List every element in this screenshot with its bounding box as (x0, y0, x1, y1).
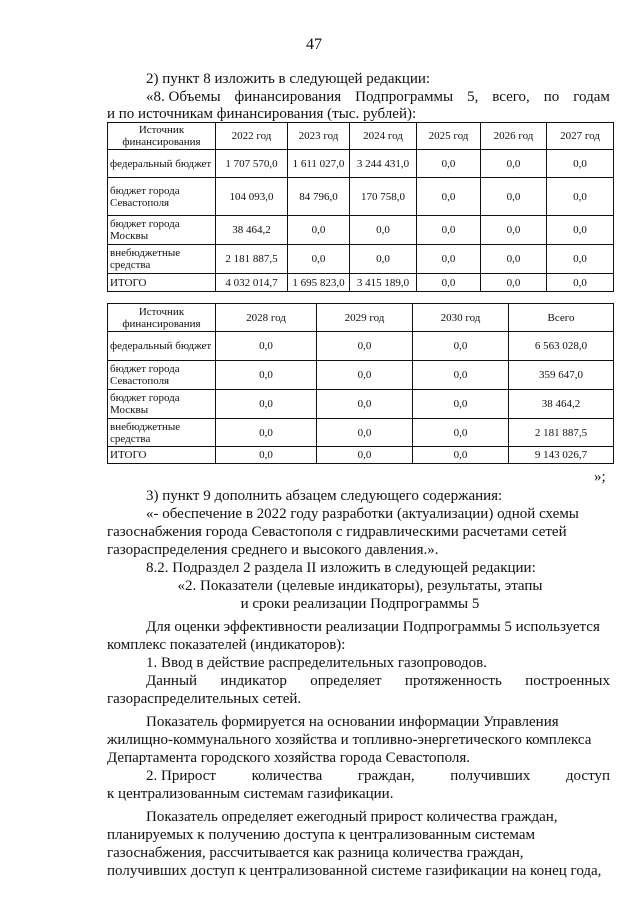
row-label: внебюджетные средства (108, 419, 216, 447)
word: 5, (467, 89, 479, 105)
table-cell: 0,0 (317, 332, 413, 361)
indicator2-description-line3: газоснабжения, рассчитывается как разница количества граждан, (107, 845, 524, 861)
row-label: ИТОГО (108, 274, 216, 292)
table-cell: 2 181 887,5 (509, 419, 614, 447)
table-cell: 0,0 (350, 245, 417, 274)
table-cell: 0,0 (317, 419, 413, 447)
table-row (108, 361, 614, 390)
column-header: 2023 год (288, 123, 350, 150)
word: Подпрограммы (355, 89, 454, 105)
item8-intro: 2) пункт 8 изложить в следующей редакции: (146, 71, 431, 87)
column-header: Источник финансирования (108, 123, 216, 150)
word: граждан, (357, 768, 415, 784)
table-cell: 0,0 (417, 178, 481, 216)
table-cell: 38 464,2 (509, 390, 614, 419)
table-cell: 0,0 (317, 390, 413, 419)
table-cell: 4 032 014,7 (216, 274, 288, 292)
table-row (108, 216, 614, 245)
indicator1-source-line3: Департамента городского хозяйства города Севастополя. (107, 750, 471, 766)
column-header: Источник финансирования (108, 304, 216, 332)
table-cell: 359 647,0 (509, 361, 614, 390)
table-cell: 104 093,0 (216, 178, 288, 216)
financing-table-2022-2027 (107, 122, 614, 292)
indicator1-source-line2: жилищно-коммунального хозяйства и топливно-энергетического комплекса (107, 732, 592, 748)
table-header-row (108, 304, 614, 332)
item9-intro: 3) пункт 9 дополнить абзацем следующего содержания: (146, 488, 503, 504)
column-header: 2024 год (350, 123, 417, 150)
column-header: 2025 год (417, 123, 481, 150)
word: по (543, 89, 560, 105)
table-cell: 0,0 (547, 178, 614, 216)
word: «8. Объемы (146, 89, 221, 105)
row-label: бюджет города Севастополя (108, 178, 216, 216)
para1-line1: Для оценки эффективности реализации Подпрограммы 5 используется (146, 619, 600, 635)
item9-paragraph-line2: газоснабжения города Севастополя с гидравлическими расчетами сетей (107, 524, 567, 540)
table-cell: 0,0 (413, 447, 509, 464)
table-cell: 0,0 (288, 245, 350, 274)
table-cell: 0,0 (547, 216, 614, 245)
indicator2-title-line2: к централизованным системам газификации. (107, 786, 394, 802)
row-label: федеральный бюджет (108, 332, 216, 361)
word: протяженность (404, 673, 502, 689)
table-header-row (108, 123, 614, 150)
word: Данный (146, 673, 198, 689)
table-cell: 3 244 431,0 (350, 150, 417, 178)
table-cell: 0,0 (547, 150, 614, 178)
table-cell: 0,0 (413, 419, 509, 447)
table-cell: 0,0 (481, 216, 547, 245)
indicator2-description-line4: получивших доступ к централизованной системе газификации на конец года, (107, 863, 602, 879)
column-header: 2026 год (481, 123, 547, 150)
item8-quote-line1 (146, 88, 610, 106)
row-label: ИТОГО (108, 447, 216, 464)
table-cell: 0,0 (216, 447, 317, 464)
table-total-row (108, 447, 614, 464)
table-cell: 0,0 (417, 274, 481, 292)
word: получивших (450, 768, 531, 784)
table-cell: 0,0 (417, 245, 481, 274)
table-total-row (108, 274, 614, 292)
table-cell: 1 707 570,0 (216, 150, 288, 178)
indicator1-description-line2: газораспределительных сетей. (107, 691, 302, 707)
table-cell: 0,0 (417, 150, 481, 178)
table-cell: 0,0 (547, 274, 614, 292)
table-cell: 9 143 026,7 (509, 447, 614, 464)
para1-line2: комплекс показателей (индикаторов): (107, 637, 346, 653)
word: финансирования (234, 89, 342, 105)
table-cell: 0,0 (216, 390, 317, 419)
table-cell: 0,0 (216, 361, 317, 390)
word: доступ (565, 768, 610, 784)
table-row (108, 178, 614, 216)
table-cell: 38 464,2 (216, 216, 288, 245)
table-cell: 3 415 189,0 (350, 274, 417, 292)
table-cell: 0,0 (481, 178, 547, 216)
table-cell: 0,0 (547, 245, 614, 274)
table-row (108, 419, 614, 447)
table-cell: 0,0 (481, 245, 547, 274)
indicator1-source-line1: Показатель формируется на основании информации Управления (146, 714, 559, 730)
item9-paragraph-line3: газораспределения среднего и высокого давления.». (107, 542, 439, 558)
table-cell: 6 563 028,0 (509, 332, 614, 361)
column-header: 2030 год (413, 304, 509, 332)
table-cell: 0,0 (350, 216, 417, 245)
section-8-2-intro: 8.2. Подраздел 2 раздела II изложить в следующей редакции: (146, 560, 536, 576)
table-cell: 0,0 (417, 216, 481, 245)
column-header: 2028 год (216, 304, 317, 332)
row-label: бюджет города Севастополя (108, 361, 216, 390)
word: всего, (492, 89, 530, 105)
indicator1-title: 1. Ввод в действие распределительных газопроводов. (146, 655, 488, 671)
table-cell: 0,0 (413, 390, 509, 419)
column-header: 2029 год (317, 304, 413, 332)
item9-paragraph-line1: «- обеспечение в 2022 году разработки (актуализации) одной схемы (146, 506, 579, 522)
table-row (108, 390, 614, 419)
column-header: Всего (509, 304, 614, 332)
table-cell: 0,0 (413, 361, 509, 390)
word: индикатор (220, 673, 287, 689)
item8-quote-line2: и по источникам финансирования (тыс. рублей): (107, 106, 417, 122)
table-row (108, 332, 614, 361)
row-label: бюджет города Москвы (108, 390, 216, 419)
table-cell: 1 611 027,0 (288, 150, 350, 178)
word: определяет (310, 673, 382, 689)
row-label: бюджет города Москвы (108, 216, 216, 245)
table-closing-quote: »; (594, 469, 606, 485)
table-cell: 0,0 (288, 216, 350, 245)
indicator2-description-line1: Показатель определяет ежегодный прирост количества граждан, (146, 809, 558, 825)
word: построенных (525, 673, 610, 689)
table-cell: 0,0 (481, 150, 547, 178)
table-cell: 170 758,0 (350, 178, 417, 216)
table-row (108, 245, 614, 274)
word: 2. Прирост (146, 768, 216, 784)
column-header: 2027 год (547, 123, 614, 150)
table-cell: 0,0 (317, 361, 413, 390)
table-cell: 0,0 (481, 274, 547, 292)
table-cell: 2 181 887,5 (216, 245, 288, 274)
subsection-heading-line1: «2. Показатели (целевые индикаторы), результаты, этапы (177, 578, 543, 594)
row-label: внебюджетные средства (108, 245, 216, 274)
table-cell: 84 796,0 (288, 178, 350, 216)
table-cell: 0,0 (216, 419, 317, 447)
financing-table-2028-total (107, 303, 614, 464)
table-row (108, 150, 614, 178)
indicator2-title-line1 (146, 767, 610, 785)
table-cell: 0,0 (317, 447, 413, 464)
column-header: 2022 год (216, 123, 288, 150)
subsection-heading-line2: и сроки реализации Подпрограммы 5 (240, 596, 480, 612)
indicator2-description-line2: планируемых к получению доступа к централизованным системам (107, 827, 535, 843)
word: количества (251, 768, 323, 784)
table-cell: 0,0 (413, 332, 509, 361)
table-cell: 0,0 (216, 332, 317, 361)
indicator1-description-line1 (146, 672, 610, 690)
row-label: федеральный бюджет (108, 150, 216, 178)
table-cell: 1 695 823,0 (288, 274, 350, 292)
page-number: 47 (306, 36, 322, 53)
word: годам (573, 89, 610, 105)
